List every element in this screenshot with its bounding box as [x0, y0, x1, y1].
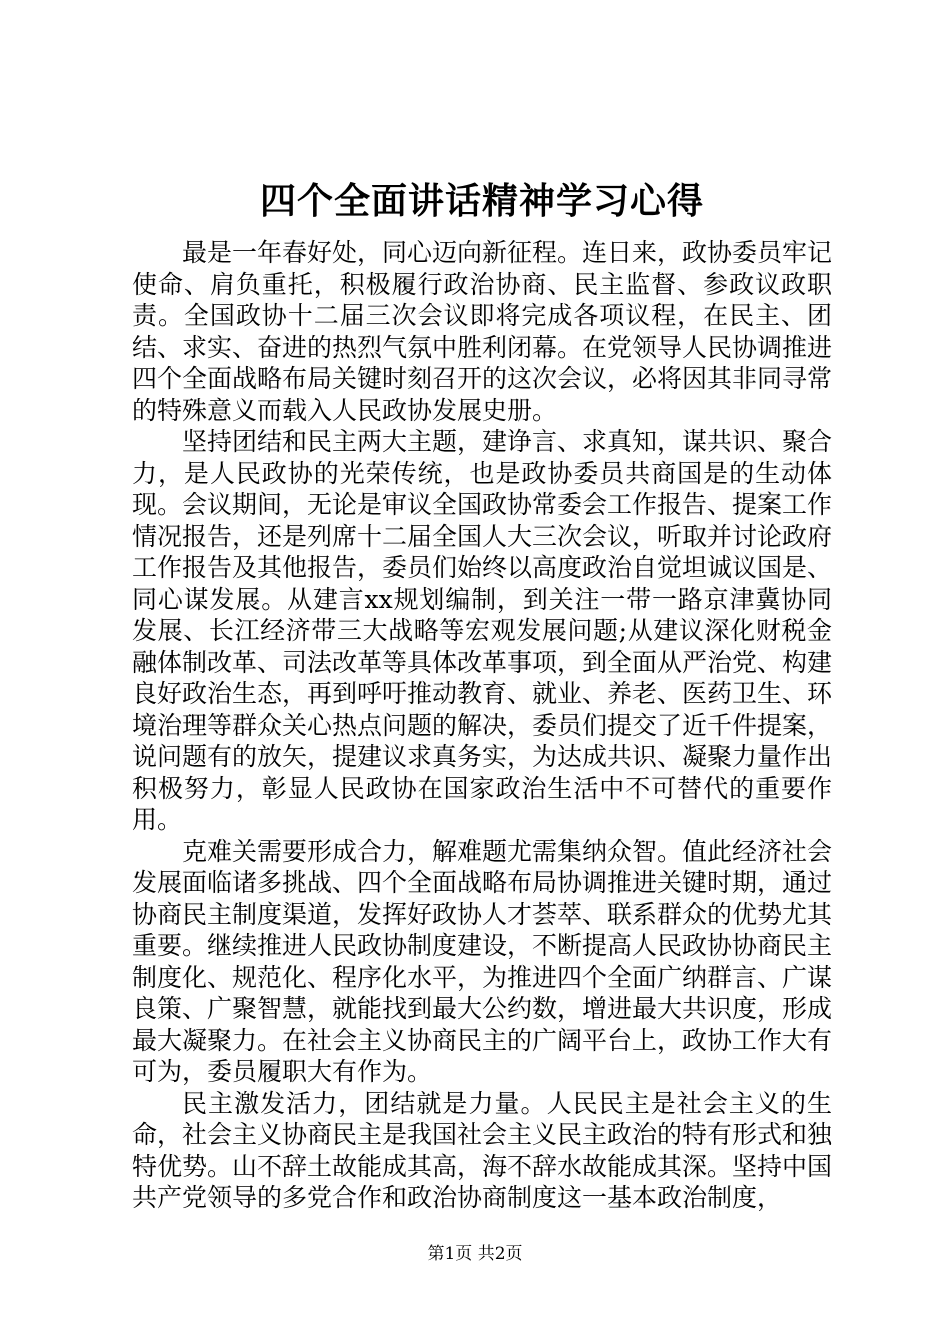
paragraph-4: 民主激发活力，团结就是力量。人民民主是社会主义的生命，社会主义协商民主是我国社会主义民主政治的特有形式和独特优势。山不辞土故能成其高，海不辞水故能成其深。坚持中国共产党领导的多党合作和政治协商制度这一基本政治制度， — [132, 1088, 833, 1212]
document-body — [132, 237, 832, 1214]
document-title: 四个全面讲话精神学习心得 — [259, 181, 704, 222]
paragraph-1: 最是一年春好处，同心迈向新征程。连日来，政协委员牢记使命、肩负重托，积极履行政治协商、民主监督、参政议政职责。全国政协十二届三次会议即将完成各项议程，在民主、团结、求实、奋进的热烈气氛中胜利闭幕。在党领导人民协调推进四个全面战略布局关键时刻召开的这次会议，必将因其非同寻常的特殊意义而载入人民政协发展史册。 — [132, 238, 833, 425]
paragraph-3: 克难关需要形成合力，解难题尤需集纳众智。值此经济社会发展面临诸多挑战、四个全面战略布局协调推进关键时期，通过协商民主制度渠道，发挥好政协人才荟萃、联系群众的优势尤其重要。继续推进人民政协制度建设，不断提高人民政协协商民主制度化、规范化、程序化水平，为推进四个全面广纳群言、广谋良策、广聚智慧，就能找到最大公约数，增进最大共识度，形成最大凝聚力。在社会主义协商民主的广阔平台上，政协工作大有可为，委员履职大有作为。 — [132, 836, 833, 1086]
page-indicator: 第1页 共2页 — [427, 1244, 523, 1264]
page-footer — [0, 1243, 950, 1265]
paragraph-2: 坚持团结和民主两大主题，建诤言、求真知，谋共识、聚合力，是人民政协的光荣传统，也是政协委员共商国是的生动体现。会议期间，无论是审议全国政协常委会工作报告、提案工作情况报告，还是列席十二届全国人大三次会议，听取并讨论政府工作报告及其他报告，委员们始终以高度政治自觉坦诚议国是、同心谋发展。从建言xx规划编制，到关注一带一路京津冀协同发展、长江经济带三大战略等宏观发展问题;从建议深化财税金融体制改革、司法改革等具体改革事项，到全面从严治党、构建良好政治生态，再到呼吁推动教育、就业、养老、医药卫生、环境治理等群众关心热点问题的解决，委员们提交了近千件提案，说问题有的放矢，提建议求真务实，为达成共识、凝聚力量作出积极努力，彰显人民政协在国家政治生活中不可替代的重要作用。 — [132, 427, 833, 834]
